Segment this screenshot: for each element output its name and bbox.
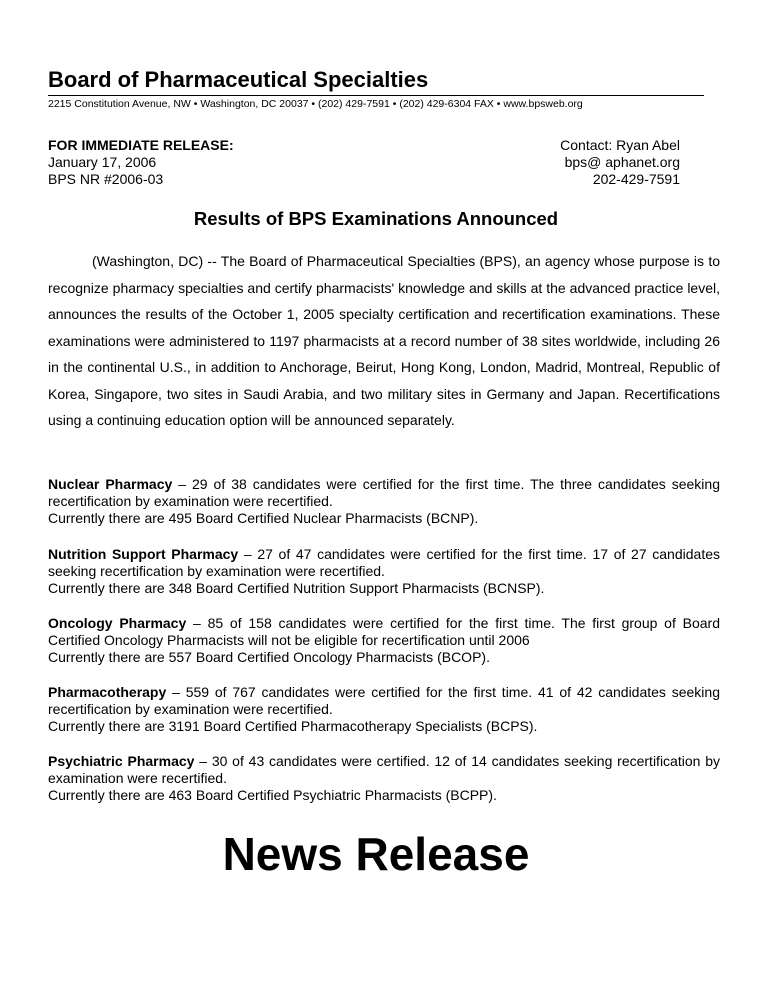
specialty-text: – 27 of 47 candidates were certified for the first time. 17 of 27 candidates seeking recertification by examination were recertified. xyxy=(48,546,720,579)
contact-phone: 202-429-7591 xyxy=(592,171,680,187)
release-label: FOR IMMEDIATE RELEASE: xyxy=(48,137,234,153)
specialty-current-count: Currently there are 463 Board Certified Psychiatric Pharmacists (BCPP). xyxy=(48,787,497,803)
contact-info xyxy=(560,137,680,188)
contact-email: bps@ aphanet.org xyxy=(564,154,680,170)
specialty-current-count: Currently there are 3191 Board Certified Pharmacotherapy Specialists (BCPS). xyxy=(48,718,538,734)
release-number: BPS NR #2006-03 xyxy=(48,171,164,187)
header-rule xyxy=(48,95,704,96)
organization-name: Board of Pharmaceutical Specialties xyxy=(48,67,429,92)
headline: Results of BPS Examinations Announced xyxy=(193,208,559,229)
release-info xyxy=(48,137,234,188)
specialty-results xyxy=(48,615,720,649)
release-date: January 17, 2006 xyxy=(48,154,157,170)
specialty-name: Pharmacotherapy xyxy=(48,684,167,700)
organization-address: 2215 Constitution Avenue, NW • Washington, DC 20037 • (202) 429-7591 • (202) 429-6304 FAX • www.bpsweb.org xyxy=(48,98,583,110)
specialty-results xyxy=(48,684,720,718)
intro-paragraph xyxy=(48,248,720,434)
specialty-text: – 85 of 158 candidates were certified for the first time. The first group of Board Certified Oncology Pharmacists will not be eligible for recertification until 2006 xyxy=(48,615,720,648)
specialty-text: – 559 of 767 candidates were certified for the first time. 41 of 42 candidates seeking recertification by examination were recertified. xyxy=(48,684,720,717)
specialty-name: Oncology Pharmacy xyxy=(48,615,187,631)
specialty-text: – 30 of 43 candidates were certified. 12 of 14 candidates seeking recertification by examination were recertified. xyxy=(48,753,720,786)
specialty-current-count: Currently there are 557 Board Certified Oncology Pharmacists (BCOP). xyxy=(48,649,490,665)
contact-name: Contact: Ryan Abel xyxy=(560,137,680,153)
specialty-results xyxy=(48,476,720,510)
specialty-current-count: Currently there are 348 Board Certified Nutrition Support Pharmacists (BCNSP). xyxy=(48,580,545,596)
specialty-name: Nuclear Pharmacy xyxy=(48,476,173,492)
specialty-current-count: Currently there are 495 Board Certified Nuclear Pharmacists (BCNP). xyxy=(48,510,479,526)
specialty-name: Psychiatric Pharmacy xyxy=(48,753,195,769)
intro-text: (Washington, DC) -- The Board of Pharmaceutical Specialties (BPS), an agency whose purpose is to recognize pharmacy specialties and certify pharmacists' knowledge and skills at the advanced practice level, announces the results of the October 1, 2005 specialty certification and recertification examinations. These examinations were administered to 1197 pharmacists at a record number of 38 sites worldwide, including 26 in the continental U.S., in addition to Anchorage, Beirut, Hong Kong, London, Madrid, Montreal, Republic of Korea, Singapore, two sites in Saudi Arabia, and two military sites in Germany and Japan. Recertifications using a continuing education option will be announced separately. xyxy=(48,253,720,428)
specialty-entry xyxy=(48,684,720,735)
specialty-entry xyxy=(48,753,720,804)
specialty-text: – 29 of 38 candidates were certified for the first time. The three candidates seeking recertification by examination were recertified. xyxy=(48,476,720,509)
specialty-results xyxy=(48,753,720,787)
news-release-title: News Release xyxy=(222,828,530,880)
specialty-entry xyxy=(48,615,720,666)
specialty-entry xyxy=(48,546,720,597)
specialty-name: Nutrition Support Pharmacy xyxy=(48,546,239,562)
specialty-entry xyxy=(48,476,720,527)
specialty-results xyxy=(48,546,720,580)
